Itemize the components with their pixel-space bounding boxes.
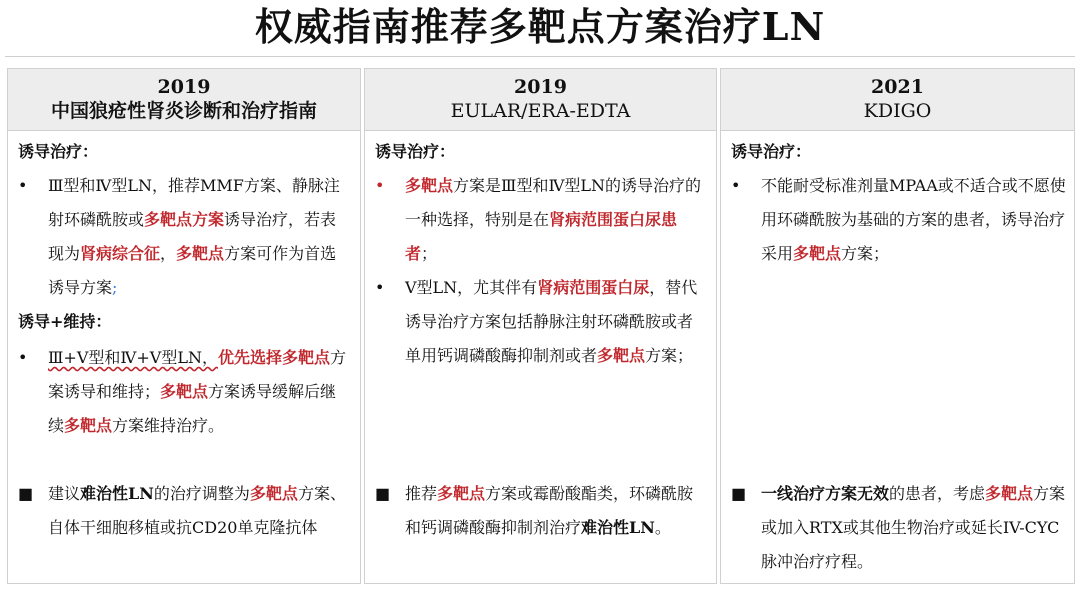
guideline-column-kdigo [720, 68, 1075, 584]
item-text: ， [160, 244, 177, 263]
column-body [8, 131, 360, 583]
list-item [373, 477, 708, 545]
highlight-text: 肾病范围蛋白尿 [537, 278, 650, 297]
induction-label: 诱导治疗： [375, 142, 456, 161]
list-item [16, 477, 352, 545]
highlight-text: 多靶点 [405, 176, 454, 195]
list-item [729, 169, 1066, 271]
list-item [729, 477, 1066, 579]
highlight-text: 多靶点方案 [144, 210, 225, 229]
item-text: Ⅴ型LN，尤其伴有 [405, 278, 538, 297]
page-title: 权威指南推荐多靶点方案治疗LN [254, 4, 826, 49]
highlight-text: 多靶点 [160, 382, 209, 401]
column-body [365, 131, 716, 583]
bullet-marker: • [18, 176, 28, 195]
item-text: 方案诱导和维持； [48, 348, 346, 401]
item-text: Ⅲ型和Ⅳ型LN，推荐MMF方案、静脉注射环磷酰胺或 [48, 176, 340, 229]
induction-maintenance-label: 诱导+维持： [18, 312, 112, 331]
square-marker: ■ [375, 484, 391, 503]
guideline-column-china [7, 68, 361, 584]
column-header [721, 69, 1074, 131]
guideline-column-eular [364, 68, 717, 584]
item-text: ; [112, 278, 118, 297]
item-text: Ⅲ+Ⅴ型和Ⅳ+Ⅴ型LN， [48, 348, 218, 367]
column-guideline-name: KDIGO [863, 100, 932, 122]
item-text: 的治疗调整为 [153, 484, 250, 503]
bold-text: 一线治疗方案无效 [761, 484, 890, 503]
induction-label: 诱导治疗： [18, 142, 99, 161]
item-text: ； [421, 244, 438, 263]
column-year: 2019 [157, 76, 211, 98]
item-text: 方案或霉酚酸酯类，环磷酰胺和钙调磷酸酶抑制剂治疗 [405, 484, 694, 537]
highlight-text: 优先选择多靶点 [217, 348, 330, 367]
column-guideline-name: 中国狼疮性肾炎诊断和治疗指南 [50, 100, 317, 122]
column-year: 2019 [514, 76, 567, 98]
item-text: 。 [654, 518, 671, 537]
column-header [8, 69, 360, 131]
column-guideline-name: EULAR/ERA-EDTA [450, 100, 631, 122]
induction-label: 诱导治疗： [731, 142, 812, 161]
highlight-text: 肾病综合征 [80, 244, 161, 263]
bold-text: 难治性LN [581, 518, 655, 537]
highlight-text: 多靶点 [176, 244, 225, 263]
item-text: 方案是Ⅲ型和Ⅳ型LN的诱导治疗的一种选择，特别是在 [405, 176, 702, 229]
item-text: 方案； [841, 244, 890, 263]
column-body [721, 131, 1074, 583]
item-text: 方案； [645, 346, 694, 365]
item-text: 方案诱导缓解后继续 [48, 382, 337, 435]
bullet-marker: • [375, 278, 385, 297]
item-text: 不能耐受标准剂量MPAA或不适合或不愿使用环磷酰胺为基础的方案的患者，诱导治疗采用 [761, 176, 1066, 263]
bullet-marker: • [375, 176, 385, 195]
highlight-text: 多靶点 [985, 484, 1034, 503]
item-text: ，替代诱导治疗方案包括静脉注射环磷酰胺或者单用钙调磷酸酶抑制剂或者 [405, 278, 698, 365]
highlight-text: 肾病范围蛋白尿患者 [405, 210, 678, 263]
highlight-text: 多靶点 [597, 346, 646, 365]
item-text: 的患者，考虑 [889, 484, 986, 503]
square-marker: ■ [731, 484, 747, 503]
item-text: 方案或加入RTX或其他生物治疗或延长IV-CYC脉冲治疗疗程。 [761, 484, 1066, 571]
item-text: 方案维持治疗。 [112, 416, 225, 435]
column-year: 2021 [871, 76, 924, 98]
title-divider [5, 56, 1075, 57]
item-text: 方案、自体干细胞移植或抗CD20单克隆抗体 [48, 484, 346, 537]
highlight-text: 多靶点 [437, 484, 486, 503]
item-text: 方案可作为首选诱导方案 [48, 244, 337, 297]
highlight-text: 多靶点 [249, 484, 298, 503]
list-item [373, 271, 708, 373]
bullet-marker: • [731, 176, 741, 195]
list-item [16, 169, 352, 305]
bullet-marker: • [18, 348, 28, 367]
column-header [365, 69, 716, 131]
list-item [16, 341, 352, 443]
list-item [373, 169, 708, 271]
item-text: 建议 [48, 484, 81, 503]
square-marker: ■ [18, 484, 34, 503]
highlight-text: 多靶点 [64, 416, 113, 435]
highlight-text: 多靶点 [793, 244, 842, 263]
item-text: 推荐 [405, 484, 438, 503]
bold-text: 难治性LN [80, 484, 154, 503]
item-text: 诱导治疗，若表现为 [48, 210, 337, 263]
